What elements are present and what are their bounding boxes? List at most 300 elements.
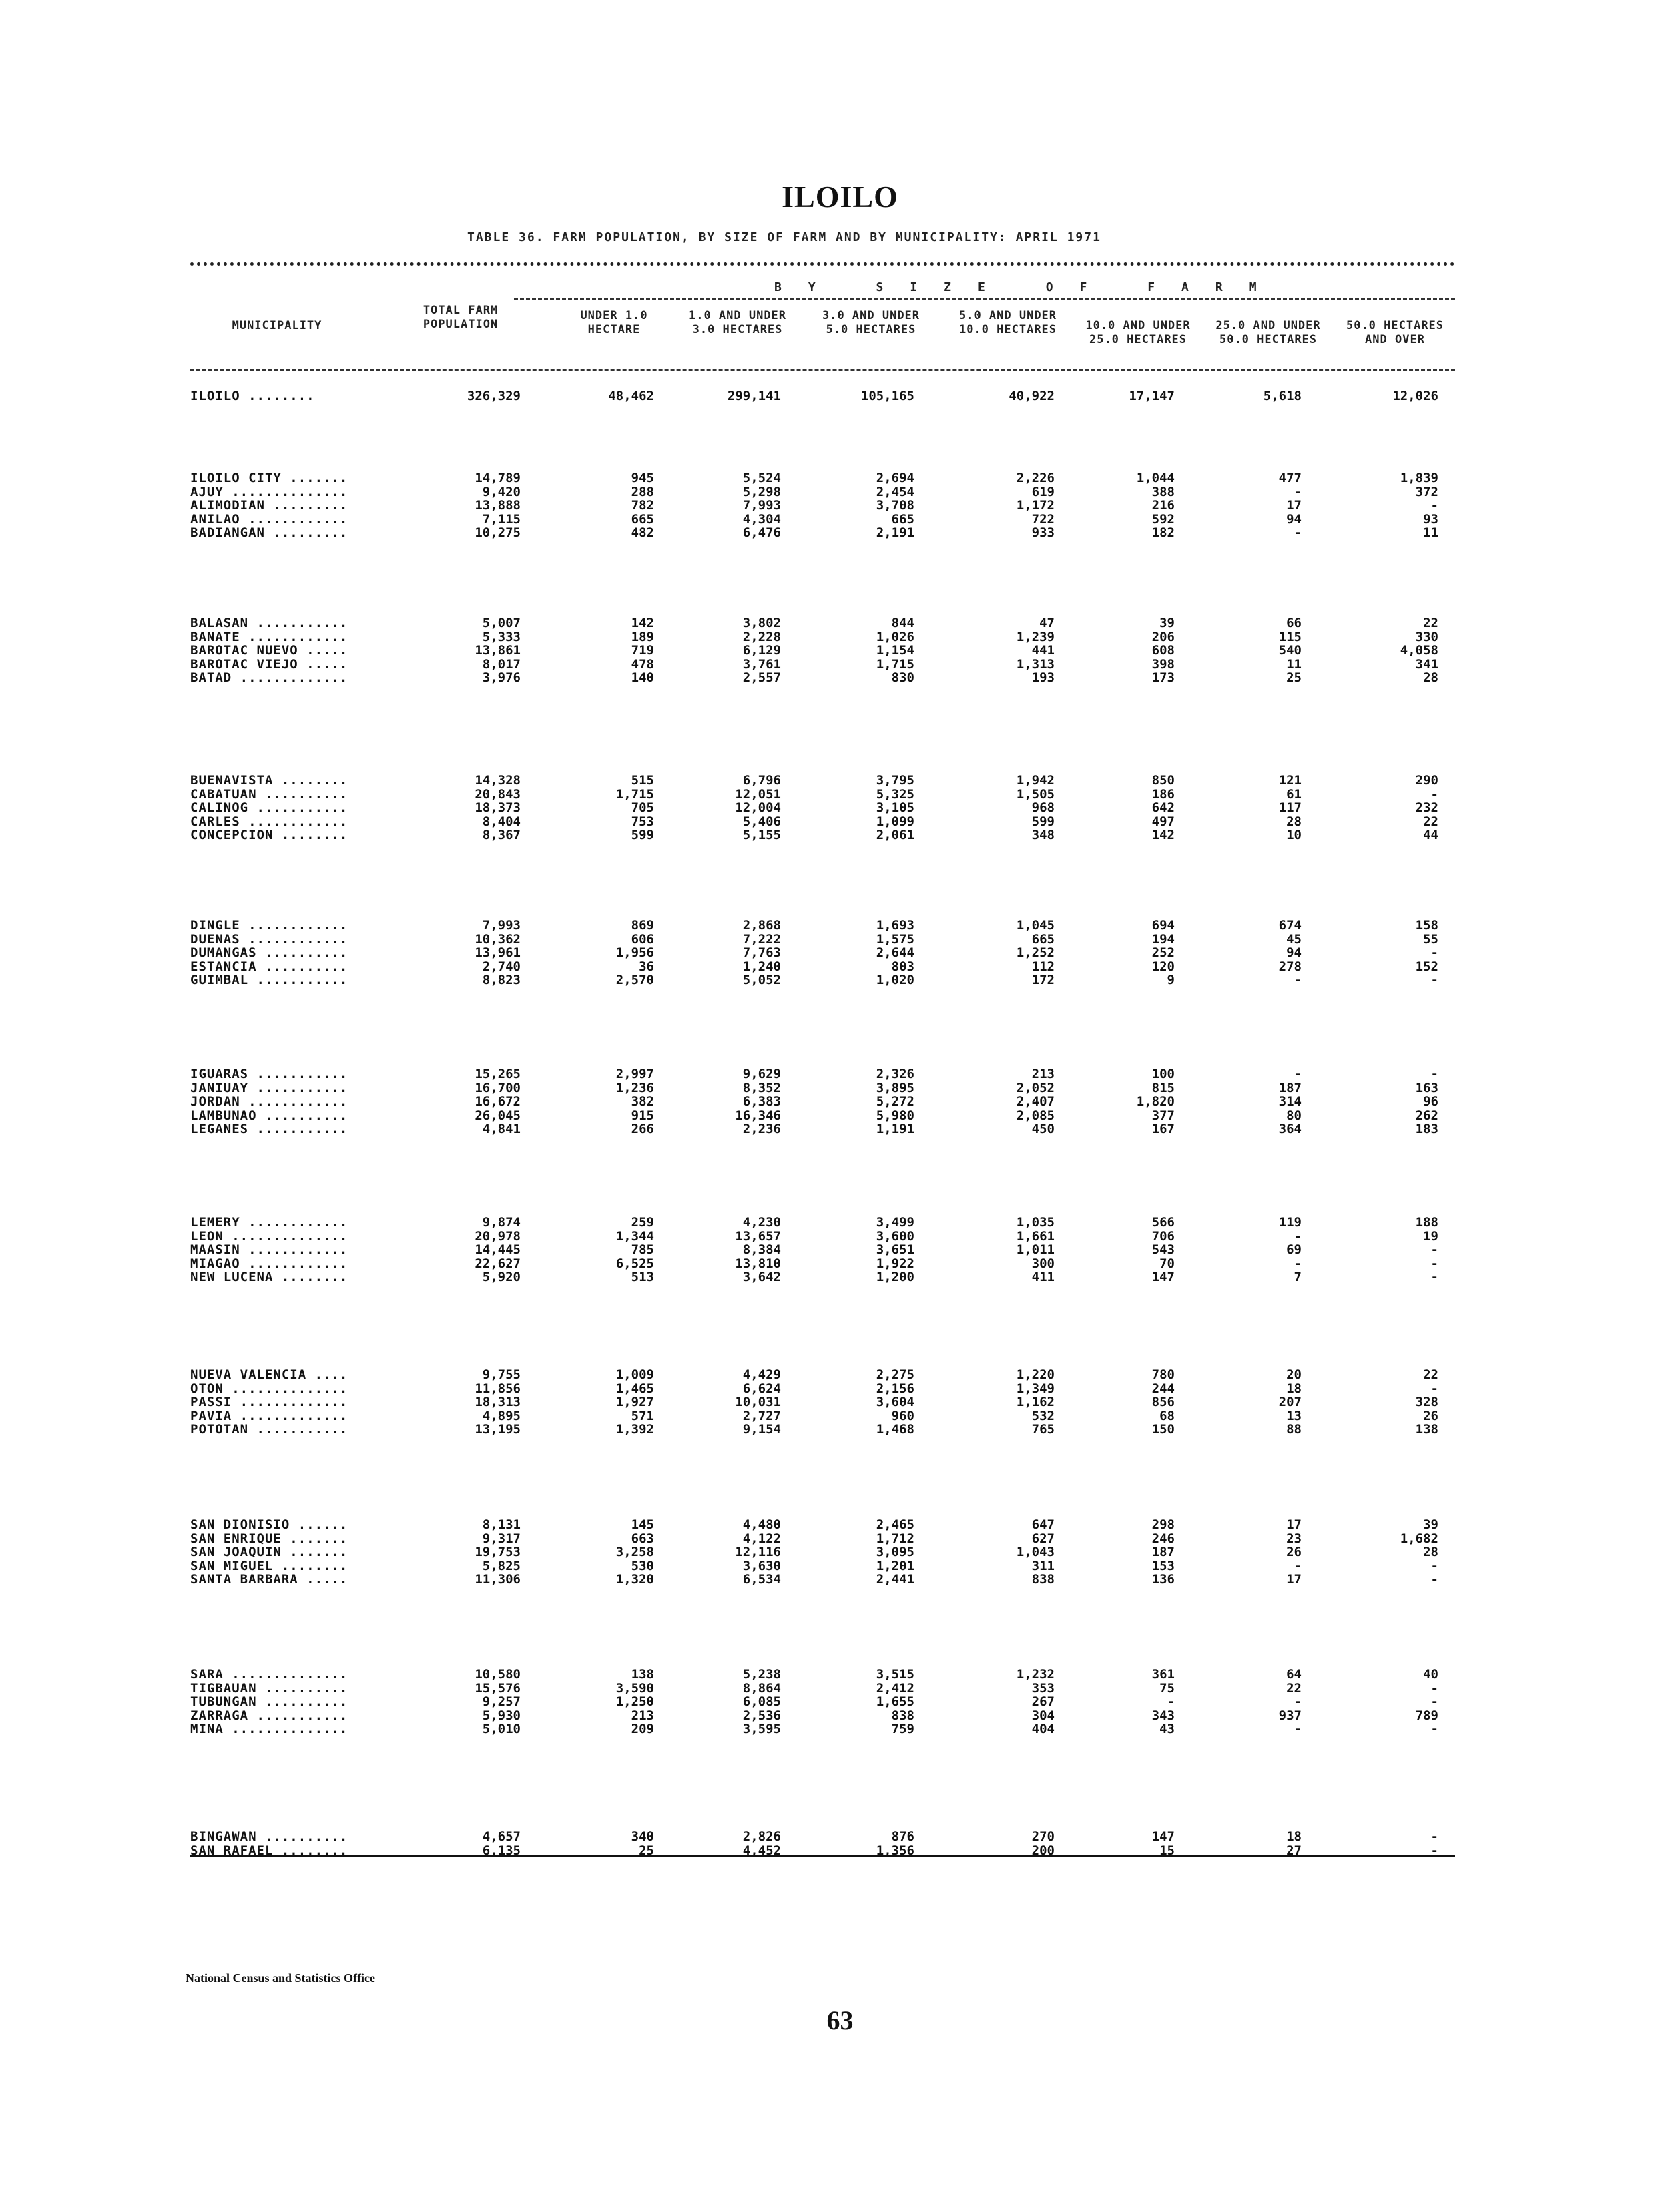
cell-under-1: 482 <box>631 525 654 540</box>
cell-under-1: 1,956 <box>615 945 654 960</box>
cell-5-to-10: 1,172 <box>1016 498 1055 513</box>
cell-10-to-25: 543 <box>1151 1242 1175 1257</box>
cell-total: 9,257 <box>482 1694 521 1709</box>
cell-50-over: 26 <box>1423 1408 1438 1423</box>
municipality-name: TUBUNGAN .......... <box>190 1694 348 1709</box>
cell-50-over: 1,682 <box>1400 1531 1438 1546</box>
cell-under-1: 478 <box>631 656 654 672</box>
cell-under-1: 36 <box>639 959 654 974</box>
table-row <box>0 1829 1680 1844</box>
cell-10-to-25: 244 <box>1151 1381 1175 1396</box>
cell-total: 11,306 <box>475 1572 521 1587</box>
cell-total: 326,329 <box>467 389 521 403</box>
cell-3-to-5: 803 <box>891 959 914 974</box>
cell-50-over: 158 <box>1415 918 1438 933</box>
cell-1-to-3: 12,004 <box>735 800 781 815</box>
cell-3-to-5: 3,651 <box>876 1242 914 1257</box>
municipality-name: DINGLE ............ <box>190 918 348 933</box>
cell-50-over: 4,058 <box>1400 643 1438 658</box>
header-1-to-3: 1.0 AND UNDER 3.0 HECTARES <box>688 309 787 336</box>
cell-under-1: 1,465 <box>615 1381 654 1396</box>
cell-under-1: 663 <box>631 1531 654 1546</box>
cell-total: 14,328 <box>475 773 521 788</box>
table-row <box>0 973 1680 987</box>
cell-50-over: 341 <box>1415 656 1438 672</box>
cell-10-to-25: 780 <box>1151 1367 1175 1382</box>
cell-1-to-3: 10,031 <box>735 1395 781 1409</box>
cell-total: 13,961 <box>475 945 521 960</box>
table-row <box>0 1256 1680 1271</box>
cell-5-to-10: 353 <box>1031 1680 1055 1696</box>
table-row <box>0 1667 1680 1682</box>
cell-total: 8,017 <box>482 656 521 672</box>
cell-50-over: - <box>1430 1381 1438 1396</box>
cell-5-to-10: 213 <box>1031 1067 1055 1081</box>
cell-25-to-50: 17 <box>1286 1517 1302 1532</box>
cell-10-to-25: 377 <box>1151 1108 1175 1123</box>
cell-25-to-50: 187 <box>1278 1080 1302 1095</box>
cell-3-to-5: 2,191 <box>876 525 914 540</box>
cell-total: 5,333 <box>482 629 521 644</box>
municipality-name: POTOTAN ........... <box>190 1422 348 1437</box>
cell-1-to-3: 7,222 <box>742 931 781 947</box>
cell-1-to-3: 4,304 <box>742 511 781 527</box>
cell-25-to-50: - <box>1294 1722 1302 1736</box>
municipality-name: MINA .............. <box>190 1722 348 1736</box>
cell-10-to-25: 856 <box>1151 1395 1175 1409</box>
cell-10-to-25: 815 <box>1151 1080 1175 1095</box>
size-subrule <box>514 298 1455 300</box>
cell-under-1: 189 <box>631 629 654 644</box>
cell-25-to-50: 80 <box>1286 1108 1302 1123</box>
cell-3-to-5: 2,465 <box>876 1517 914 1532</box>
table-row <box>0 1708 1680 1723</box>
municipality-name: IGUARAS ........... <box>190 1067 348 1081</box>
cell-50-over: 188 <box>1415 1215 1438 1230</box>
table-row <box>0 630 1680 644</box>
table-row <box>0 1531 1680 1546</box>
cell-under-1: 1,250 <box>615 1694 654 1709</box>
municipality-name: JORDAN ............ <box>190 1094 348 1109</box>
cell-1-to-3: 2,557 <box>742 670 781 685</box>
cell-25-to-50: 115 <box>1278 629 1302 644</box>
cell-total: 5,007 <box>482 616 521 630</box>
cell-1-to-3: 4,429 <box>742 1367 781 1382</box>
cell-3-to-5: 2,412 <box>876 1680 914 1696</box>
header-10-to-25: 10.0 AND UNDER 25.0 HECTARES <box>1085 319 1191 346</box>
cell-25-to-50: 69 <box>1286 1242 1302 1257</box>
cell-under-1: 1,320 <box>615 1572 654 1587</box>
cell-25-to-50: 7 <box>1294 1270 1302 1284</box>
cell-50-over: - <box>1430 1242 1438 1257</box>
cell-5-to-10: 47 <box>1039 616 1055 630</box>
municipality-name: SAN ENRIQUE ....... <box>190 1531 348 1546</box>
cell-total: 6,135 <box>482 1843 521 1858</box>
cell-3-to-5: 876 <box>891 1829 914 1844</box>
cell-25-to-50: 61 <box>1286 786 1302 802</box>
cell-under-1: 530 <box>631 1558 654 1573</box>
cell-1-to-3: 5,155 <box>742 828 781 842</box>
cell-5-to-10: 348 <box>1031 828 1055 842</box>
cell-total: 10,362 <box>475 931 521 947</box>
cell-5-to-10: 1,942 <box>1016 773 1055 788</box>
cell-3-to-5: 3,795 <box>876 773 914 788</box>
cell-5-to-10: 968 <box>1031 800 1055 815</box>
municipality-name: ILOILO ........ <box>190 389 315 403</box>
cell-under-1: 2,570 <box>615 973 654 987</box>
cell-total: 8,367 <box>482 828 521 842</box>
cell-50-over: - <box>1430 945 1438 960</box>
cell-1-to-3: 3,761 <box>742 656 781 672</box>
cell-50-over: 22 <box>1423 616 1438 630</box>
cell-3-to-5: 1,468 <box>876 1422 914 1437</box>
cell-1-to-3: 7,993 <box>742 498 781 513</box>
cell-5-to-10: 532 <box>1031 1408 1055 1423</box>
cell-50-over: 93 <box>1423 511 1438 527</box>
cell-1-to-3: 9,629 <box>742 1067 781 1081</box>
table-row <box>0 498 1680 513</box>
cell-total: 11,856 <box>475 1381 521 1396</box>
cell-total: 14,789 <box>475 471 521 485</box>
bottom-rule <box>190 1855 1455 1857</box>
cell-5-to-10: 1,661 <box>1016 1228 1055 1244</box>
table-row <box>0 1108 1680 1123</box>
cell-5-to-10: 2,407 <box>1016 1094 1055 1109</box>
cell-under-1: 1,927 <box>615 1395 654 1409</box>
cell-5-to-10: 411 <box>1031 1270 1055 1284</box>
province-title: ILOILO <box>782 180 898 214</box>
cell-total: 20,978 <box>475 1228 521 1244</box>
cell-25-to-50: 10 <box>1286 828 1302 842</box>
cell-under-1: 753 <box>631 814 654 829</box>
cell-5-to-10: 300 <box>1031 1256 1055 1271</box>
table-row <box>0 1422 1680 1437</box>
municipality-name: CABATUAN .......... <box>190 786 348 802</box>
cell-50-over: 22 <box>1423 814 1438 829</box>
cell-25-to-50: 540 <box>1278 643 1302 658</box>
header-25-to-50: 25.0 AND UNDER 50.0 HECTARES <box>1215 319 1321 346</box>
cell-10-to-25: 186 <box>1151 786 1175 802</box>
cell-1-to-3: 2,727 <box>742 1408 781 1423</box>
cell-3-to-5: 830 <box>891 670 914 685</box>
table-row <box>0 918 1680 933</box>
cell-50-over: - <box>1430 1694 1438 1709</box>
cell-under-1: 785 <box>631 1242 654 1257</box>
cell-under-1: 213 <box>631 1708 654 1723</box>
cell-25-to-50: 88 <box>1286 1422 1302 1437</box>
municipality-name: ESTANCIA .......... <box>190 959 348 974</box>
cell-5-to-10: 1,505 <box>1016 786 1055 802</box>
municipality-name: AJUY .............. <box>190 484 348 499</box>
cell-50-over: 19 <box>1423 1228 1438 1244</box>
cell-50-over: 290 <box>1415 773 1438 788</box>
cell-5-to-10: 450 <box>1031 1122 1055 1136</box>
cell-under-1: 719 <box>631 643 654 658</box>
cell-50-over: - <box>1430 498 1438 513</box>
cell-1-to-3: 5,524 <box>742 471 781 485</box>
cell-1-to-3: 2,826 <box>742 1829 781 1844</box>
header-3-to-5: 3.0 AND UNDER 5.0 HECTARES <box>822 309 920 336</box>
cell-50-over: 28 <box>1423 670 1438 685</box>
cell-under-1: 1,392 <box>615 1422 654 1437</box>
cell-total: 9,755 <box>482 1367 521 1382</box>
cell-under-1: 606 <box>631 931 654 947</box>
cell-50-over: 40 <box>1423 1667 1438 1682</box>
cell-25-to-50: 207 <box>1278 1395 1302 1409</box>
cell-50-over: 28 <box>1423 1545 1438 1559</box>
municipality-name: CONCEPCION ........ <box>190 828 348 842</box>
header-under-1: UNDER 1.0 HECTARE <box>580 309 648 336</box>
cell-25-to-50: 27 <box>1286 1843 1302 1858</box>
header-total: TOTAL FARM POPULATION <box>423 304 499 331</box>
cell-1-to-3: 12,116 <box>735 1545 781 1559</box>
cell-3-to-5: 2,441 <box>876 1572 914 1587</box>
cell-total: 5,930 <box>482 1708 521 1723</box>
cell-under-1: 515 <box>631 773 654 788</box>
cell-50-over: 12,026 <box>1392 389 1438 403</box>
cell-under-1: 782 <box>631 498 654 513</box>
table-row <box>0 1081 1680 1095</box>
cell-50-over: 789 <box>1415 1708 1438 1723</box>
cell-under-1: 340 <box>631 1829 654 1844</box>
cell-50-over: 96 <box>1423 1094 1438 1109</box>
cell-1-to-3: 6,129 <box>742 643 781 658</box>
cell-1-to-3: 6,796 <box>742 773 781 788</box>
cell-5-to-10: 441 <box>1031 643 1055 658</box>
cell-total: 13,195 <box>475 1422 521 1437</box>
municipality-name: BATAD ............. <box>190 670 348 685</box>
cell-5-to-10: 112 <box>1031 959 1055 974</box>
cell-5-to-10: 2,226 <box>1016 471 1055 485</box>
cell-total: 18,313 <box>475 1395 521 1409</box>
table-row <box>0 1681 1680 1696</box>
cell-5-to-10: 765 <box>1031 1422 1055 1437</box>
cell-total: 4,895 <box>482 1408 521 1423</box>
cell-total: 22,627 <box>475 1256 521 1271</box>
cell-5-to-10: 665 <box>1031 931 1055 947</box>
cell-25-to-50: 94 <box>1286 945 1302 960</box>
cell-5-to-10: 172 <box>1031 973 1055 987</box>
cell-5-to-10: 2,052 <box>1016 1080 1055 1095</box>
cell-3-to-5: 665 <box>891 511 914 527</box>
cell-25-to-50: 94 <box>1286 511 1302 527</box>
cell-total: 10,580 <box>475 1667 521 1682</box>
cell-3-to-5: 2,694 <box>876 471 914 485</box>
table-row <box>0 471 1680 485</box>
cell-1-to-3: 5,406 <box>742 814 781 829</box>
page-number: 63 <box>826 2005 854 2035</box>
cell-under-1: 266 <box>631 1122 654 1136</box>
cell-50-over: 1,839 <box>1400 471 1438 485</box>
cell-1-to-3: 6,534 <box>742 1572 781 1587</box>
total-row <box>0 389 1680 403</box>
cell-3-to-5: 844 <box>891 616 914 630</box>
cell-25-to-50: - <box>1294 1228 1302 1244</box>
cell-1-to-3: 3,595 <box>742 1722 781 1736</box>
table-row <box>0 1367 1680 1382</box>
cell-1-to-3: 5,298 <box>742 484 781 499</box>
cell-10-to-25: 252 <box>1151 945 1175 960</box>
cell-10-to-25: 850 <box>1151 773 1175 788</box>
cell-10-to-25: - <box>1167 1694 1175 1709</box>
cell-under-1: 3,590 <box>615 1680 654 1696</box>
cell-25-to-50: 5,618 <box>1263 389 1302 403</box>
cell-50-over: 330 <box>1415 629 1438 644</box>
municipality-name: BANATE ............ <box>190 629 348 644</box>
cell-under-1: 2,997 <box>615 1067 654 1081</box>
cell-under-1: 140 <box>631 670 654 685</box>
cell-10-to-25: 68 <box>1159 1408 1175 1423</box>
cell-25-to-50: 17 <box>1286 1572 1302 1587</box>
cell-50-over: - <box>1430 1829 1438 1844</box>
municipality-name: PAVIA ............. <box>190 1408 348 1423</box>
cell-10-to-25: 1,044 <box>1136 471 1175 485</box>
cell-1-to-3: 2,228 <box>742 629 781 644</box>
cell-10-to-25: 173 <box>1151 670 1175 685</box>
cell-50-over: 262 <box>1415 1108 1438 1123</box>
cell-25-to-50: 66 <box>1286 616 1302 630</box>
municipality-name: SARA .............. <box>190 1667 348 1682</box>
cell-3-to-5: 3,095 <box>876 1545 914 1559</box>
table-row <box>0 800 1680 815</box>
cell-total: 16,700 <box>475 1080 521 1095</box>
table-row <box>0 657 1680 672</box>
cell-total: 9,874 <box>482 1215 521 1230</box>
cell-1-to-3: 299,141 <box>727 389 781 403</box>
table-row <box>0 1545 1680 1559</box>
municipality-name: SAN DIONISIO ...... <box>190 1517 348 1532</box>
cell-5-to-10: 311 <box>1031 1558 1055 1573</box>
cell-25-to-50: 17 <box>1286 498 1302 513</box>
cell-1-to-3: 8,384 <box>742 1242 781 1257</box>
cell-total: 3,976 <box>482 670 521 685</box>
cell-50-over: - <box>1430 1270 1438 1284</box>
cell-25-to-50: 937 <box>1278 1708 1302 1723</box>
header-municipality: MUNICIPALITY <box>232 319 322 332</box>
cell-3-to-5: 3,708 <box>876 498 914 513</box>
cell-under-1: 209 <box>631 1722 654 1736</box>
cell-1-to-3: 16,346 <box>735 1108 781 1123</box>
cell-10-to-25: 153 <box>1151 1558 1175 1573</box>
cell-50-over: 163 <box>1415 1080 1438 1095</box>
municipality-name: SAN JOAQUIN ....... <box>190 1545 348 1559</box>
cell-3-to-5: 2,275 <box>876 1367 914 1382</box>
cell-25-to-50: 25 <box>1286 670 1302 685</box>
table-row <box>0 1215 1680 1230</box>
cell-1-to-3: 5,238 <box>742 1667 781 1682</box>
municipality-name: ILOILO CITY ....... <box>190 471 348 485</box>
municipality-name: ALIMODIAN ......... <box>190 498 348 513</box>
municipality-name: JANIUAY ........... <box>190 1080 348 1095</box>
cell-total: 7,993 <box>482 918 521 933</box>
cell-25-to-50: - <box>1294 1558 1302 1573</box>
cell-1-to-3: 8,352 <box>742 1080 781 1095</box>
cell-1-to-3: 1,240 <box>742 959 781 974</box>
cell-5-to-10: 627 <box>1031 1531 1055 1546</box>
cell-5-to-10: 1,043 <box>1016 1545 1055 1559</box>
municipality-name: SAN MIGUEL ........ <box>190 1558 348 1573</box>
cell-25-to-50: 18 <box>1286 1829 1302 1844</box>
cell-5-to-10: 304 <box>1031 1708 1055 1723</box>
cell-10-to-25: 592 <box>1151 511 1175 527</box>
cell-10-to-25: 642 <box>1151 800 1175 815</box>
cell-total: 15,576 <box>475 1680 521 1696</box>
cell-50-over: - <box>1430 973 1438 987</box>
cell-under-1: 1,236 <box>615 1080 654 1095</box>
cell-3-to-5: 5,325 <box>876 786 914 802</box>
table-row <box>0 616 1680 630</box>
cell-50-over: 44 <box>1423 828 1438 842</box>
cell-3-to-5: 1,020 <box>876 973 914 987</box>
municipality-name: BAROTAC NUEVO ..... <box>190 643 348 658</box>
cell-3-to-5: 3,499 <box>876 1215 914 1230</box>
cell-10-to-25: 206 <box>1151 629 1175 644</box>
cell-50-over: 183 <box>1415 1122 1438 1136</box>
cell-under-1: 259 <box>631 1215 654 1230</box>
cell-total: 13,888 <box>475 498 521 513</box>
cell-10-to-25: 187 <box>1151 1545 1175 1559</box>
municipality-name: OTON .............. <box>190 1381 348 1396</box>
cell-under-1: 571 <box>631 1408 654 1423</box>
cell-50-over: 22 <box>1423 1367 1438 1382</box>
table-row <box>0 945 1680 960</box>
cell-3-to-5: 2,644 <box>876 945 914 960</box>
table-row <box>0 1559 1680 1573</box>
cell-10-to-25: 39 <box>1159 616 1175 630</box>
cell-50-over: - <box>1430 1558 1438 1573</box>
municipality-name: ZARRAGA ........... <box>190 1708 348 1723</box>
cell-3-to-5: 1,154 <box>876 643 914 658</box>
municipality-name: GUIMBAL ........... <box>190 973 348 987</box>
cell-25-to-50: - <box>1294 973 1302 987</box>
municipality-name: SAN RAFAEL ........ <box>190 1843 348 1858</box>
cell-10-to-25: 142 <box>1151 828 1175 842</box>
municipality-name: MAASIN ............ <box>190 1242 348 1257</box>
municipality-name: BADIANGAN ......... <box>190 525 348 540</box>
cell-3-to-5: 2,326 <box>876 1067 914 1081</box>
cell-5-to-10: 933 <box>1031 525 1055 540</box>
cell-50-over: - <box>1430 1722 1438 1736</box>
cell-3-to-5: 838 <box>891 1708 914 1723</box>
by-size-label: BY SIZE OF FARM <box>774 280 1284 294</box>
cell-10-to-25: 150 <box>1151 1422 1175 1437</box>
municipality-name: CARLES ............ <box>190 814 348 829</box>
cell-1-to-3: 4,452 <box>742 1843 781 1858</box>
cell-5-to-10: 1,349 <box>1016 1381 1055 1396</box>
cell-3-to-5: 759 <box>891 1722 914 1736</box>
cell-25-to-50: 28 <box>1286 814 1302 829</box>
municipality-name: MIAGAO ............ <box>190 1256 348 1271</box>
cell-3-to-5: 1,356 <box>876 1843 914 1858</box>
cell-25-to-50: 278 <box>1278 959 1302 974</box>
table-row <box>0 1270 1680 1284</box>
cell-25-to-50: 13 <box>1286 1408 1302 1423</box>
cell-3-to-5: 105,165 <box>860 389 914 403</box>
cell-25-to-50: - <box>1294 1067 1302 1081</box>
cell-under-1: 915 <box>631 1108 654 1123</box>
cell-total: 26,045 <box>475 1108 521 1123</box>
cell-50-over: 55 <box>1423 931 1438 947</box>
cell-50-over: - <box>1430 1256 1438 1271</box>
table-title: TABLE 36. FARM POPULATION, BY SIZE OF FARM AND BY MUNICIPALITY: APRIL 1971 <box>467 230 1101 244</box>
municipality-name: BALASAN ........... <box>190 616 348 630</box>
cell-5-to-10: 1,313 <box>1016 656 1055 672</box>
cell-10-to-25: 361 <box>1151 1667 1175 1682</box>
cell-3-to-5: 5,272 <box>876 1094 914 1109</box>
cell-3-to-5: 2,061 <box>876 828 914 842</box>
table-row <box>0 1395 1680 1409</box>
cell-5-to-10: 838 <box>1031 1572 1055 1587</box>
